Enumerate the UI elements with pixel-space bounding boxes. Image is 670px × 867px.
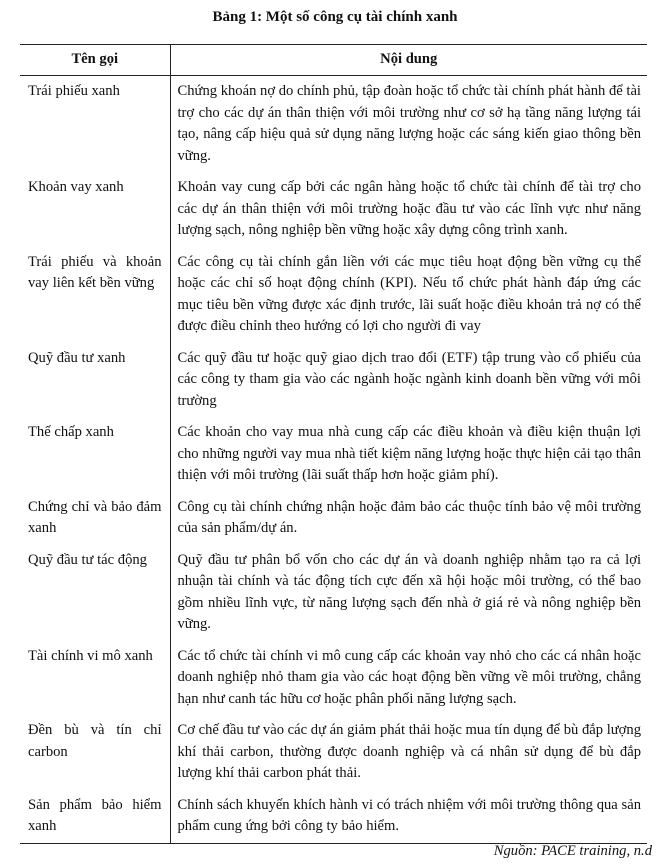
row-name: Chứng chỉ và bảo đảm xanh [20, 492, 170, 545]
row-content: Các khoản cho vay mua nhà cung cấp các điều khoản và điều kiện thuận lợi cho những người vay mua nhà tiết kiệm năng lượng hoặc thực hiện cải tạo thân thiện với môi trường (lãi suất thấp hơn hoặc giảm phí). [177, 424, 641, 483]
row-name: Quỹ đầu tư tác động [20, 545, 170, 641]
row-content: Khoản vay cung cấp bởi các ngân hàng hoặc tổ chức tài chính để tài trợ cho các dự án thân thiện với môi trường hoặc đầu tư vào các lĩnh vực như năng lượng sạch, nông nghiệp bền vững hoặc xây dựng công trình xanh. [177, 179, 641, 238]
row-content: Các quỹ đầu tư hoặc quỹ giao dịch trao đổi (ETF) tập trung vào cổ phiếu của các công ty tham gia vào các ngành hoặc ngành kinh doanh bền vững với môi trường [177, 349, 641, 409]
row-name: Đền bù và tín chỉ carbon [20, 715, 170, 790]
table-row [20, 76, 647, 173]
row-content: Các công cụ tài chính gắn liền với các mục tiêu hoạt động bền vững cụ thể hoặc các chỉ số hoạt động chính (KPI). Nếu tổ chức phát hành đáp ứng các mục tiêu bền vững được xác định trước, lãi suất hoặc điều khoản trả nợ có thể được điều chỉnh theo hướng có lợi cho người đi vay [177, 253, 641, 334]
row-name: Trái phiếu và khoản vay liên kết bền vững [20, 247, 170, 343]
row-name: Thế chấp xanh [20, 417, 170, 492]
table-row [20, 343, 647, 418]
table-row [20, 172, 647, 247]
table-row [20, 790, 647, 844]
table-header-row [20, 45, 647, 76]
row-content: Công cụ tài chính chứng nhận hoặc đảm bảo các thuộc tính bảo vệ môi trường của sản phẩm/dự án. [177, 498, 641, 536]
header-name: Tên gọi [20, 45, 170, 76]
table-row [20, 247, 647, 343]
row-content: Chứng khoán nợ do chính phủ, tập đoàn hoặc tổ chức tài chính phát hành để tài trợ cho các dự án thân thiện với môi trường như cơ sở hạ tầng năng lượng tái tạo, nâng cấp hiệu quả sử dụng năng lượng hoặc các sáng kiến giao thông bền vững. [177, 83, 641, 164]
row-content: Cơ chế đầu tư vào các dự án giảm phát thải hoặc mua tín dụng để bù đắp lượng khí thải carbon, thường được doanh nghiệp và cá nhân sử dụng để bù đắp lượng khí thải carbon phát thải. [177, 722, 641, 781]
header-content: Nội dung [170, 45, 647, 76]
table-title: Bảng 1: Một số công cụ tài chính xanh [212, 9, 458, 25]
table-row [20, 492, 647, 545]
row-content: Các tổ chức tài chính vi mô cung cấp các khoản vay nhỏ cho các cá nhân hoặc doanh nghiệp nhỏ tham gia vào các hoạt động bền vững về môi trường, chẳng hạn như canh tác hữu cơ hoặc phân phối năng lượng sạch. [177, 647, 641, 707]
table-row [20, 641, 647, 716]
table-row [20, 417, 647, 492]
green-finance-table [20, 44, 647, 844]
row-name: Trái phiếu xanh [20, 76, 170, 173]
row-name: Quỹ đầu tư xanh [20, 343, 170, 418]
source-note: Nguồn: PACE training, n.d [493, 843, 652, 859]
row-content: Chính sách khuyến khích hành vi có trách nhiệm với môi trường thông qua sản phẩm cung ứng bởi công ty bảo hiểm. [170, 790, 647, 844]
row-name: Tài chính vi mô xanh [20, 641, 170, 716]
row-name: Khoản vay xanh [20, 172, 170, 247]
row-content: Quỹ đầu tư phân bổ vốn cho các dự án và doanh nghiệp nhằm tạo ra cả lợi nhuận tài chính và tác động tích cực đến xã hội hoặc môi trường, có thể bao gồm nhiều lĩnh vực, từ năng lượng sạch đến nhà ở giá rẻ và nông nghiệp bền vững. [177, 551, 641, 632]
table-row [20, 715, 647, 790]
row-name: Sản phẩm bảo hiểm xanh [20, 790, 170, 844]
table-row [20, 545, 647, 641]
